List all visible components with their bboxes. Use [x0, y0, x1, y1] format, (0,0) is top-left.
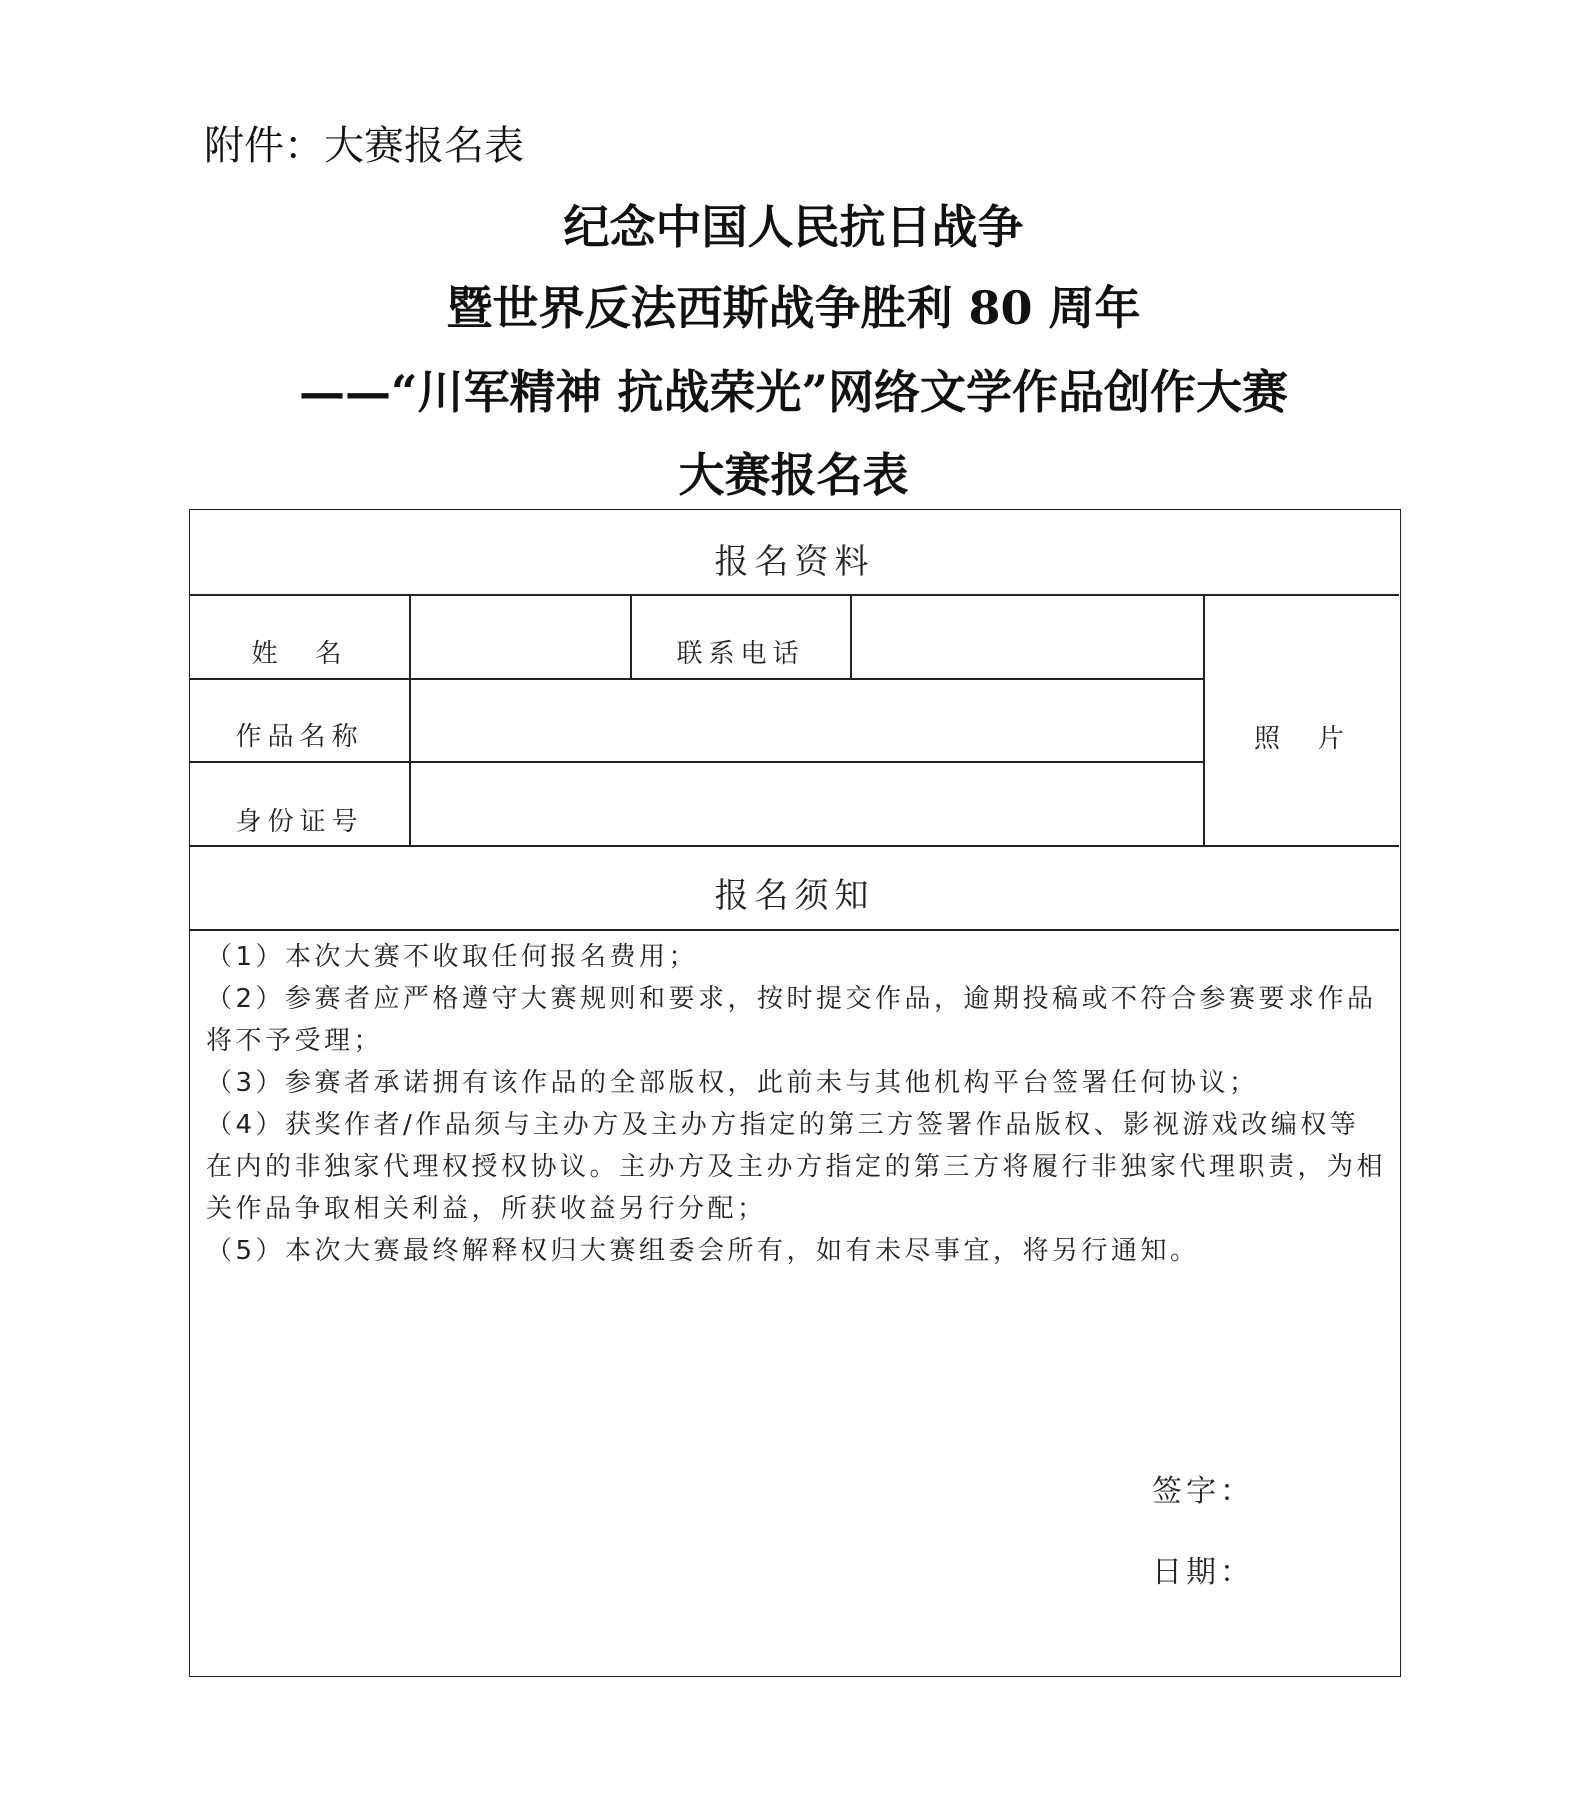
signature-label: 签字：	[1152, 1474, 1254, 1509]
section-header-registration: 报名资料	[714, 542, 875, 582]
name-field[interactable]	[411, 596, 629, 677]
photo-label: 照 片	[1253, 724, 1350, 754]
document-title-line-4: 大赛报名表	[678, 448, 909, 502]
notice-list	[206, 936, 1386, 1272]
phone-field[interactable]	[852, 596, 1202, 677]
phone-label: 联系电话	[676, 639, 805, 669]
registration-form-table	[189, 509, 1401, 1677]
document-title-line-1: 纪念中国人民抗日战争	[563, 200, 1024, 254]
date-field[interactable]	[1252, 1543, 1382, 1587]
divider	[190, 594, 1399, 596]
date-label: 日期：	[1152, 1555, 1254, 1590]
divider	[190, 845, 1399, 847]
notice-item: （2）参赛者应严格遵守大赛规则和要求，按时提交作品，逾期投稿或不符合参赛要求作品将不予受理；	[206, 984, 1377, 1056]
section-header-notice: 报名须知	[714, 876, 875, 916]
id-number-field[interactable]	[411, 763, 1202, 844]
divider	[190, 929, 1399, 931]
notice-item: （4）获奖作者/作品须与主办方及主办方指定的第三方签署作品版权、影视游戏改编权等在内的非独家代理权授权协议。主办方及主办方指定的第三方将履行非独家代理职责，为相关作品争取相关利益，所获收益另行分配；	[206, 1110, 1387, 1224]
attachment-label: 附件：大赛报名表	[204, 123, 524, 169]
signature-field[interactable]	[1252, 1462, 1382, 1506]
notice-item: （3）参赛者承诺拥有该作品的全部版权，此前未与其他机构平台签署任何协议；	[206, 1068, 1259, 1098]
document-title-line-3: ——“川军精神 抗战荣光”网络文学作品创作大赛	[299, 365, 1288, 419]
id-number-label: 身份证号	[235, 807, 364, 837]
work-title-label: 作品名称	[235, 722, 364, 752]
work-title-field[interactable]	[411, 680, 1202, 760]
document-title-line-2: 暨世界反法西斯战争胜利 80 周年	[446, 281, 1141, 335]
notice-item: （5）本次大赛最终解释权归大赛组委会所有，如有未尽事宜，将另行通知。	[206, 1236, 1200, 1266]
name-label: 姓 名	[251, 639, 348, 669]
notice-item: （1）本次大赛不收取任何报名费用；	[206, 942, 699, 972]
